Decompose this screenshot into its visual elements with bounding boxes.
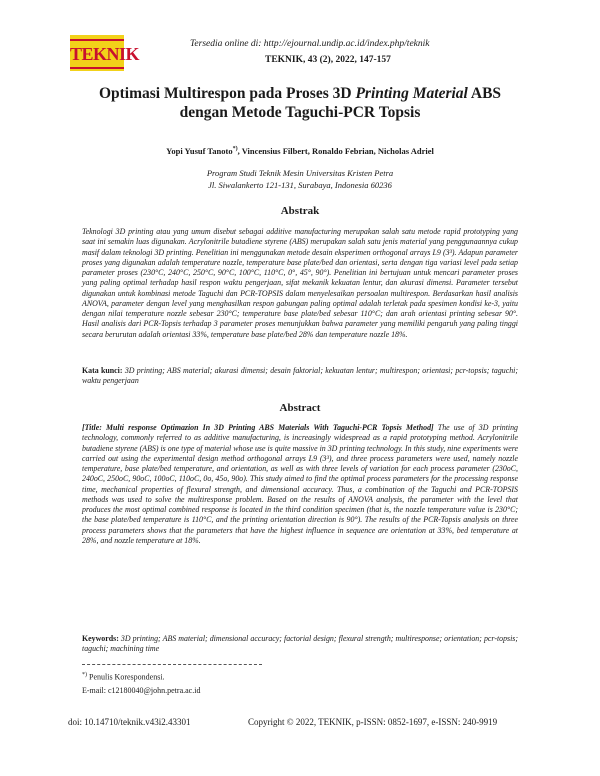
journal-logo <box>70 35 140 71</box>
title-part1: Optimasi Multirespon pada Proses 3D <box>98 85 356 102</box>
logo-text: TEKNIK <box>70 39 124 69</box>
footnote-mark: *) <box>82 672 87 678</box>
author-mark: *) <box>232 146 238 153</box>
affiliation-line2: Jl. Siwalankerto 121-131, Surabaya, Indonesia 60236 <box>208 180 392 190</box>
available-online: Tersedia online di: http://ejournal.undip.ac.id/index.php/teknik <box>190 39 430 49</box>
abstract-body: The use of 3D printing technology, commonly referred to as additive manufacturing, is increasingly widespread as a rapid prototyping method. Acrylonitrile butadiene styrene (ABS) is one type of material whose use is quite massive in 3D printing technology. In this study, nine experiments were carried out using the experimental design method orthogonal arrays L9 (3³), and three process parameters were used, namely nozzle temperature, base plate/bed temperature, and orientation, as well as with three levels of variation for each process parameter (230oC, 240oC, 250oC, 90oC, 100oC, 110oC, 0o, 45o, 90o). This study aimed to find the optimal process parameters for the processing response time, mechanical properties of flexural strength, and dimensional accuracy. Thus, a combination of the Taguchi and PCR-TOPSIS methods was used to solve the multiresponse problem. Based on the results of ANOVA analysis, the parameter with the level that produces the most optimal combined response is located in the third condition specimen (that is, the nozzle temperature value is 230°C; the base plate/bed temperature is 110°C, and the printing orientation direction is 90°). The results of the PCR-Topsis analysis on three process parameters shows that the parameters that have the highest influence in sequence are orientation at 33%, bed temperature at 28%, and nozzle temperature at 18%. <box>82 423 518 545</box>
affiliation <box>40 167 560 191</box>
footnote-email: E-mail: c12180040@john.petra.ac.id <box>82 686 201 695</box>
keywords <box>82 634 518 655</box>
footnote-corresponding <box>82 672 165 682</box>
abstrak-heading: Abstrak <box>280 205 320 217</box>
abstract-text <box>82 423 518 546</box>
abstract-heading: Abstract <box>279 402 321 414</box>
abstrak-text: Teknologi 3D printing atau yang umum disebut sebagai additive manufacturing merupakan salah satu metode rapid prototyping yang saat ini semakin luas digunakan. Acrylonitrile butadiene styrene (ABS) merupakan salah satu jenis material yang penggunaannya cukup masif dalam teknologi 3D printing. Penelitian ini menggunakan metode desain eksperimen orthogonal arrays L9 (3³). Adapun parameter proses yang digunakan adalah temperature nozzle, temperature base plate/bed dan orientasi, serta dengan tiga variasi level pada setiap parameter proses (230°C, 240°C, 250°C, 90°C, 100°C, 110°C, 0°, 45°, 90°). Penelitian ini bertujuan untuk mencari parameter proses yang paling optimal terhadap hasil respon waktu pengerjaan, sifat mekanik kekuatan lentur, dan akurasi dimensi. Parameter tersebut digunakan untuk kombinasi metode Taguchi dan PCR-TOPSIS dalam menyelesaikan persoalan multirespon. Berdasarkan hasil analisis ANOVA, parameter dengan level yang menghasilkan respon gabungan paling optimal adalah terletak pada spesimen kondisi ke-3, yaitu dengan nilai temperature nozzle sebesar 230°C; temperature base plate/bed sebesar 110°C; dan arah orientasi printing sebesar 90°. Hasil analisis dari PCR-Topsis terhadap 3 parameter proses menunjukkan bahwa parameter yang memiliki pengaruh yang paling tinggi secara berurutan adalah orientasi 33%, temperature base plate/bed 28% dan temperature nozzle 18%. <box>82 227 518 339</box>
footnote-divider <box>82 664 262 665</box>
copyright: Copyright © 2022, TEKNIK, p-ISSN: 0852-1697, e-ISSN: 240-9919 <box>248 717 498 727</box>
paper-title <box>40 84 560 122</box>
author-rest: , Vincensius Filbert, Ronaldo Febrian, Nicholas Adriel <box>237 146 434 156</box>
affiliation-line1: Program Studi Teknik Mesin Universitas Kristen Petra <box>206 168 394 178</box>
kata-kunci-list: 3D printing; ABS material; akurasi dimensi; desain faktorial; kekuatan lentur; multirespon; orientasi; pcr-topsis; taguchi; waktu pengerjaan <box>82 366 518 386</box>
keywords-list: 3D printing; ABS material; dimensional accuracy; factorial design; flexural strength; multiresponse; orientation; pcr-topsis; taguchi; machining time <box>82 634 518 654</box>
keywords-label: Keywords: <box>82 634 119 643</box>
kata-kunci <box>82 366 518 387</box>
abstract-title-label: [Title: Multi response Optimazion In 3D Printing ABS Materials With Taguchi-PCR Topsis Method] <box>82 423 434 432</box>
author-first: Yopi Yusuf Tanoto <box>166 146 233 156</box>
title-part3: ABS <box>467 85 502 102</box>
volume-info: TEKNIK, 43 (2), 2022, 147-157 <box>265 55 391 65</box>
kata-kunci-label: Kata kunci: <box>82 366 123 375</box>
doi: doi: 10.14710/teknik.v43i2.43301 <box>68 717 191 727</box>
title-part2: Printing Material <box>355 85 468 102</box>
footnote-line1: Penulis Korespondensi. <box>87 672 165 682</box>
authors <box>40 146 560 156</box>
title-line2: dengan Metode Taguchi-PCR Topsis <box>179 104 421 121</box>
